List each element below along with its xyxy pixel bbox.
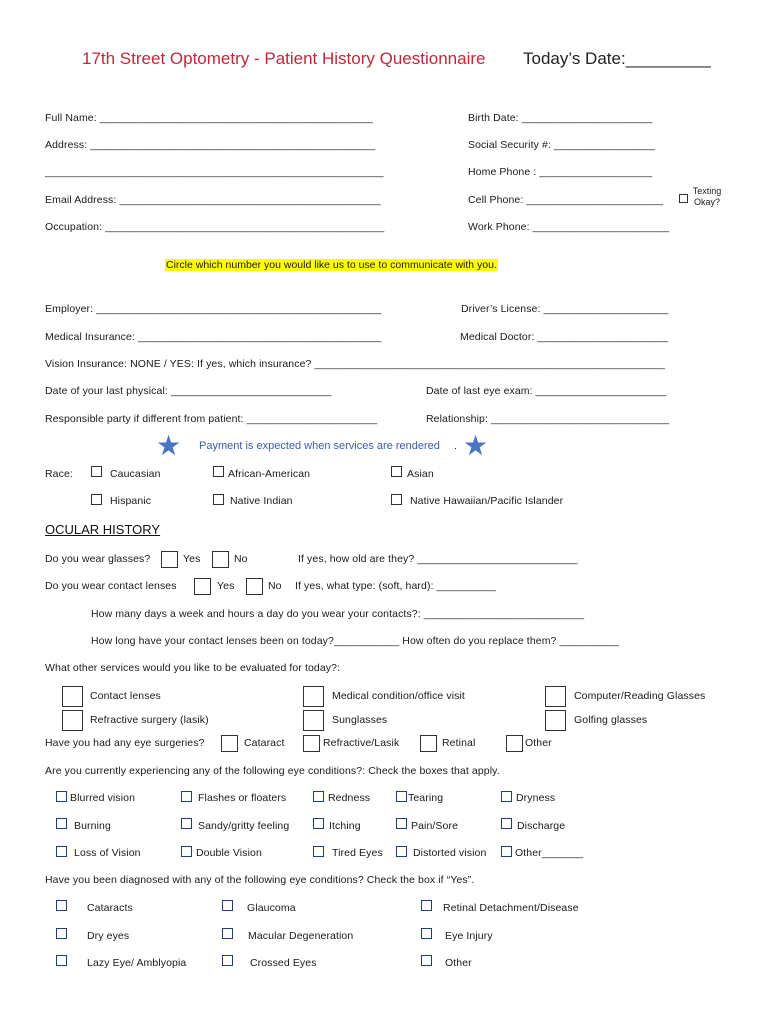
relationship-field[interactable]: Relationship: ______________________________ — [426, 413, 670, 425]
drivers-license-field[interactable]: Driver’s License: _____________________ — [461, 303, 669, 315]
cell-phone-field[interactable]: Cell Phone: _______________________ — [468, 194, 664, 206]
condition-checkbox[interactable] — [396, 791, 407, 802]
race-native-indian-checkbox[interactable] — [213, 494, 224, 505]
services-question: What other services would you like to be evaluated for today?: — [45, 662, 341, 674]
condition-checkbox[interactable] — [501, 818, 512, 829]
surgery-option: Other — [525, 737, 552, 749]
service-option: Contact lenses — [90, 690, 161, 702]
glasses-yes-label: Yes — [183, 553, 201, 565]
condition-option: Tired Eyes — [332, 847, 383, 859]
condition-option: Other_______ — [515, 847, 584, 859]
condition-option: Redness — [328, 792, 371, 804]
diagnosed-checkbox[interactable] — [421, 955, 432, 966]
service-medical-checkbox[interactable] — [303, 686, 324, 707]
full-name-field[interactable]: Full Name: ______________________________________________ — [45, 112, 374, 124]
texting-okay-label: Texting Okay? — [692, 186, 722, 207]
contacts-question: Do you wear contact lenses — [45, 580, 177, 592]
condition-checkbox[interactable] — [56, 818, 67, 829]
occupation-field[interactable]: Occupation: _______________________________________________ — [45, 221, 385, 233]
email-field[interactable]: Email Address: ____________________________________________ — [45, 194, 381, 206]
race-option: African-American — [228, 468, 311, 480]
diagnosed-checkbox[interactable] — [56, 900, 67, 911]
condition-option: Loss of Vision — [74, 847, 141, 859]
diagnosed-option: Retinal Detachment/Disease — [443, 902, 579, 914]
diagnosed-checkbox[interactable] — [222, 928, 233, 939]
service-sunglasses-checkbox[interactable] — [303, 710, 324, 731]
contacts-no-label: No — [268, 580, 282, 592]
diagnosed-checkbox[interactable] — [421, 928, 432, 939]
condition-option: Distorted vision — [413, 847, 487, 859]
race-option: Native Hawaiian/Pacific Islander — [410, 495, 564, 507]
race-asian-checkbox[interactable] — [391, 466, 402, 477]
diagnosed-option: Macular Degeneration — [248, 930, 354, 942]
address-line2-field[interactable]: _________________________________________________________ — [45, 166, 384, 178]
diagnosed-checkbox[interactable] — [222, 955, 233, 966]
form-title: 17th Street Optometry - Patient History Questionnaire — [82, 49, 486, 68]
condition-checkbox[interactable] — [396, 818, 407, 829]
service-option: Medical condition/office visit — [332, 690, 465, 702]
condition-option: Itching — [329, 820, 361, 832]
home-phone-field[interactable]: Home Phone : ___________________ — [468, 166, 653, 178]
contacts-today-field[interactable]: How long have your contact lenses been on today?___________ How often do you replace them? __________ — [91, 635, 619, 647]
condition-checkbox[interactable] — [181, 791, 192, 802]
surgery-refractive-checkbox[interactable] — [303, 735, 320, 752]
contacts-type-field[interactable]: If yes, what type: (soft, hard): __________ — [295, 580, 497, 592]
service-contact-lenses-checkbox[interactable] — [62, 686, 83, 707]
diagnosed-checkbox[interactable] — [421, 900, 432, 911]
condition-checkbox[interactable] — [56, 846, 67, 857]
race-caucasian-checkbox[interactable] — [91, 466, 102, 477]
ssn-field[interactable]: Social Security #: _________________ — [468, 139, 655, 151]
glasses-age-field[interactable]: If yes, how old are they? ___________________________ — [298, 553, 578, 565]
condition-checkbox[interactable] — [313, 818, 324, 829]
condition-option: Sandy/gritty feeling — [198, 820, 290, 832]
diagnosed-checkbox[interactable] — [222, 900, 233, 911]
surgery-retinal-checkbox[interactable] — [420, 735, 437, 752]
last-physical-field[interactable]: Date of your last physical: ___________________________ — [45, 385, 332, 397]
glasses-no-label: No — [234, 553, 248, 565]
contacts-wear-time-field[interactable]: How many days a week and hours a day do you wear your contacts?: ___________________________ — [91, 608, 585, 620]
condition-option: Discharge — [517, 820, 566, 832]
race-african-american-checkbox[interactable] — [213, 466, 224, 477]
service-refractive-checkbox[interactable] — [62, 710, 83, 731]
diagnosed-option: Other — [445, 957, 472, 969]
service-option: Sunglasses — [332, 714, 388, 726]
address-field[interactable]: Address: ________________________________________________ — [45, 139, 376, 151]
surgeries-question: Have you had any eye surgeries? — [45, 737, 205, 749]
diagnosed-option: Crossed Eyes — [250, 957, 317, 969]
race-hispanic-checkbox[interactable] — [91, 494, 102, 505]
conditions-question: Are you currently experiencing any of the following eye conditions?: Check the boxes that apply. — [45, 765, 500, 777]
condition-checkbox[interactable] — [181, 818, 192, 829]
condition-option: Tearing — [408, 792, 444, 804]
medical-insurance-field[interactable]: Medical Insurance: _________________________________________ — [45, 331, 382, 343]
service-option: Golfing glasses — [574, 714, 648, 726]
contacts-yes-label: Yes — [217, 580, 235, 592]
glasses-no-checkbox[interactable] — [212, 551, 229, 568]
condition-option: Dryness — [516, 792, 556, 804]
medical-doctor-field[interactable]: Medical Doctor: ______________________ — [460, 331, 669, 343]
payment-notice: Payment is expected when services are rendered — [199, 440, 440, 452]
condition-checkbox[interactable] — [396, 846, 407, 857]
glasses-question: Do you wear glasses? — [45, 553, 151, 565]
employer-field[interactable]: Employer: ________________________________________________ — [45, 303, 382, 315]
ocular-history-heading: OCULAR HISTORY — [45, 522, 161, 537]
payment-notice-period: . — [454, 440, 458, 452]
contacts-yes-checkbox[interactable] — [194, 578, 211, 595]
communicate-instruction: Circle which number you would like us to use to communicate with you. — [166, 259, 497, 271]
condition-option: Blurred vision — [70, 792, 136, 804]
surgery-cataract-checkbox[interactable] — [221, 735, 238, 752]
service-option: Refractive surgery (lasik) — [90, 714, 209, 726]
race-native-hawaiian-checkbox[interactable] — [391, 494, 402, 505]
race-option: Native Indian — [230, 495, 293, 507]
surgery-option: Refractive/Lasik — [323, 737, 400, 749]
birth-date-field[interactable]: Birth Date: ______________________ — [468, 112, 653, 124]
race-option: Asian — [407, 468, 434, 480]
diagnosed-option: Glaucoma — [247, 902, 296, 914]
texting-okay-checkbox[interactable] — [679, 194, 688, 203]
race-option: Caucasian — [110, 468, 161, 480]
service-computer-glasses-checkbox[interactable] — [545, 686, 566, 707]
service-golfing-checkbox[interactable] — [545, 710, 566, 731]
race-option: Hispanic — [110, 495, 152, 507]
surgery-option: Retinal — [442, 737, 476, 749]
surgery-other-checkbox[interactable] — [506, 735, 523, 752]
diagnosed-question: Have you been diagnosed with any of the following eye conditions? Check the box if “Yes”. — [45, 874, 475, 886]
glasses-yes-checkbox[interactable] — [161, 551, 178, 568]
todays-date-field[interactable]: Today’s Date:_________ — [523, 49, 711, 68]
star-icon: ★ — [463, 430, 489, 461]
condition-checkbox[interactable] — [501, 791, 512, 802]
diagnosed-checkbox[interactable] — [56, 928, 67, 939]
condition-checkbox[interactable] — [313, 791, 324, 802]
contacts-no-checkbox[interactable] — [246, 578, 263, 595]
responsible-party-field[interactable]: Responsible party if different from patient: ______________________ — [45, 413, 378, 425]
last-eye-exam-field[interactable]: Date of last eye exam: ______________________ — [426, 385, 667, 397]
surgery-option: Cataract — [244, 737, 285, 749]
vision-insurance-field[interactable]: Vision Insurance: NONE / YES: If yes, which insurance? ___________________________________________________________ — [45, 358, 665, 370]
race-label: Race: — [45, 468, 73, 480]
work-phone-field[interactable]: Work Phone: _______________________ — [468, 221, 670, 233]
diagnosed-option: Cataracts — [87, 902, 133, 914]
condition-option: Flashes or floaters — [198, 792, 287, 804]
condition-checkbox[interactable] — [501, 846, 512, 857]
diagnosed-checkbox[interactable] — [56, 955, 67, 966]
condition-checkbox[interactable] — [56, 791, 67, 802]
condition-option: Double Vision — [196, 847, 262, 859]
condition-checkbox[interactable] — [181, 846, 192, 857]
star-icon: ★ — [156, 430, 182, 461]
diagnosed-option: Lazy Eye/ Amblyopia — [87, 957, 187, 969]
diagnosed-option: Eye Injury — [445, 930, 493, 942]
condition-option: Burning — [74, 820, 111, 832]
service-option: Computer/Reading Glasses — [574, 690, 706, 702]
diagnosed-option: Dry eyes — [87, 930, 130, 942]
condition-option: Pain/Sore — [411, 820, 459, 832]
condition-checkbox[interactable] — [313, 846, 324, 857]
